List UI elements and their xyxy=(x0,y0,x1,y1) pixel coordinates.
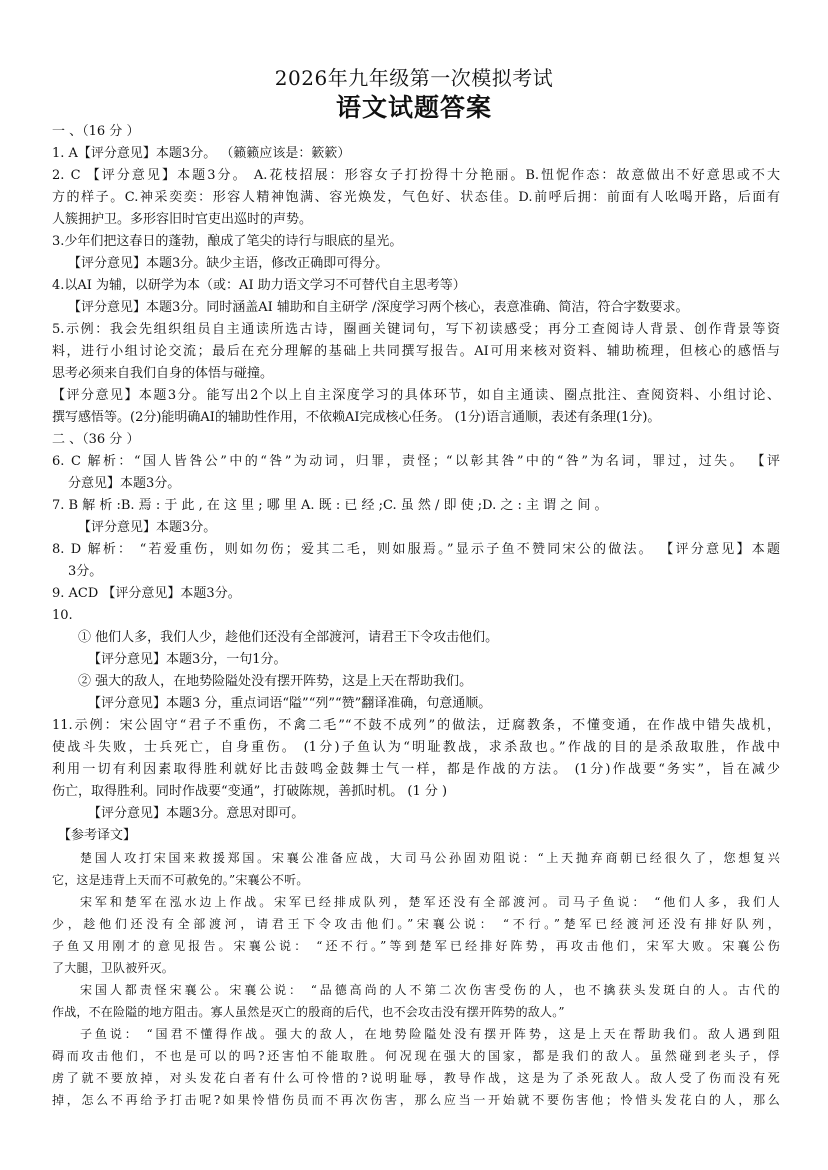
answer-line: 10. xyxy=(52,608,73,623)
answer-title: 语文试题答案 xyxy=(335,93,492,122)
translation-line: 子鱼说： “国君不懂得作战。强大的敌人，在地势险隘处没有摆开阵势，这是上天在帮助我们。敌人遇到阻 xyxy=(80,1027,780,1041)
scoring-note: 【评分意见】本题3分。同时涵盖AI 辅助和自主研学 /深度学习两个核心，表意准确、简洁，符合字数要求。 xyxy=(68,300,689,315)
answer-line: 使战斗失败，士兵死亡，自身重伤。 (1分)子鱼认为“明耻教战，求杀敌也。”作战的目的是杀敌取胜，作战中 xyxy=(52,740,780,755)
answer-line: 4.以AI 为辅，以研学为本（或：AI 助力语文学习不可替代自主思考等） xyxy=(52,278,466,293)
answer-line: 9. ACD 【评分意见】本题3分。 xyxy=(52,586,241,601)
scoring-note: 【评分意见】本题3 分，重点词语“隘”“列”“赞”翻译准确，句意通顺。 xyxy=(88,696,492,711)
answer-line: 2. C 【评分意见】本题3分。 A.花枝招展：形容女子打扮得十分艳丽。B.忸怩作态：故意做出不好意思或不大 xyxy=(52,168,780,183)
translation-line: 子鱼又用刚才的意见报告。宋襄公说： “还不行。”等到楚军已经排好阵势，再攻击他们，宋军大败。宋襄公伤 xyxy=(52,939,780,953)
answer-line: 3分。 xyxy=(68,564,103,579)
translation-line: 碍而攻击他们，不也是可以的吗?还害怕不能取胜。何况现在强大的国家，都是我们的敌人。虽然碰到老头子，俘 xyxy=(52,1049,780,1063)
answer-line: 8. D 解析： “若爱重伤，则如勿伤；爱其二毛，则如服焉。”显示子鱼不赞同宋公的做法。 【评分意见】本题 xyxy=(52,542,780,557)
exam-title: 2026年九年级第一次模拟考试 xyxy=(274,66,554,90)
section-heading: 二 、（36 分 ） xyxy=(52,432,140,447)
answer-line: 7. B 解 析 :B. 焉 : 于 此 , 在 这 里 ; 哪 里 A. 既 : 已 经 ;C. 虽 然 / 即 使 ;D. 之 : 主 谓 之 间 。 xyxy=(52,498,608,513)
translation-line: 少，趁他们还没有全部渡河，请君王下令攻击他们。”宋襄公说： “不行。”楚军已经渡河还没有排好队列， xyxy=(52,917,780,931)
answer-line: 5.示例：我会先组织组员自主通读所选古诗，圈画关键词句，写下初读感受；再分工查阅诗人背景、创作背景等资 xyxy=(52,322,780,337)
scoring-note: 撰写感悟等。(2分)能明确AI的辅助性作用，不依赖AI完成核心任务。 (1分)语言通顺，表述有条理(1分)。 xyxy=(52,410,661,425)
translation-line: 它，这是违背上天而不可赦免的。”宋襄公不听。 xyxy=(52,873,309,887)
translation-line: 宋国人都责怪宋襄公。宋襄公说： “品德高尚的人不第二次伤害受伤的人，也不擒获头发斑白的人。古代的 xyxy=(80,983,780,997)
scoring-note: 【评分意见】本题3分。能写出2个以上自主深度学习的具体环节，如自主通读、圈点批注、查阅资料、小组讨论、 xyxy=(52,388,780,403)
answer-line: 11.示例：宋公固守“君子不重伤，不禽二毛”“不鼓不成列”的做法，迂腐教条，不懂变通，在作战中错失战机， xyxy=(52,718,780,733)
translation-line: 了大腿，卫队被歼灭。 xyxy=(52,961,175,975)
answer-line: 思考必须来自我们自身的体悟与碰撞。 xyxy=(52,366,274,381)
translation-line: 宋军和楚军在泓水边上作战。宋军已经排成队列，楚军还没有全部渡河。司马子鱼说： “他们人多，我们人 xyxy=(80,895,780,909)
answer-line: 料，进行小组讨论交流；最后在充分理解的基础上共同撰写报告。AI可用来核对资料、辅助梳理，但核心的感悟与 xyxy=(52,344,780,359)
translation-line: 楚国人攻打宋国来救援郑国。宋襄公准备应战，大司马公孙固劝阻说：“上天抛弃商朝已经很久了，您想复兴 xyxy=(80,851,780,865)
answer-line: ① 他们人多，我们人少，趁他们还没有全部渡河，请君王下令攻击他们。 xyxy=(78,630,499,645)
section-heading: 一 、（16 分 ） xyxy=(52,124,140,139)
answer-line: 1. A【评分意见】本题3分。 （籁籁应该是：簌簌） xyxy=(52,146,351,161)
answer-line: 分意见】本题3分。 xyxy=(68,476,181,491)
scoring-note: 【评分意见】本题3分，一句1分。 xyxy=(88,652,287,667)
answer-line: 6. C 解析：“国人皆咎公”中的“咎”为动词，归罪，责怪；“以彰其咎”中的“咎”为名词，罪过，过失。 【评 xyxy=(52,454,780,469)
answer-line: 3.少年们把这春日的蓬勃，酿成了笔尖的诗行与眼底的星光。 xyxy=(52,234,403,249)
answer-line: 方的样子。C.神采奕奕：形容人精神饱满、容光焕发，气色好、状态佳。D.前呼后拥：前面有人吆喝开路，后面有 xyxy=(52,190,780,205)
answer-line: 人簇拥护卫。多形容旧时官吏出巡时的声势。 xyxy=(52,212,313,227)
translation-line: 虏了就不要放掉，对头发花白者有什么可怜惜的?说明耻辱，教导作战，这是为了杀死敌人。敌人受了伤而没有死 xyxy=(52,1071,780,1085)
answer-line: 伤亡，取得胜利。同时作战要“变通”，打破陈规，善抓时机。 (1 分 ) xyxy=(52,784,448,799)
scoring-note: 【评分意见】本题3分。 xyxy=(78,520,217,535)
answer-line: 利用一切有利因素取得胜利就好比击鼓鸣金鼓舞士气一样，都是作战的方法。 (1分)作战要“务实”，旨在减少 xyxy=(52,762,780,777)
translation-heading: 【参考译文】 xyxy=(58,828,137,843)
translation-line: 掉，怎么不再给予打击呢?如果怜惜伤员而不再次伤害，那么应当一开始就不要伤害他；怜惜头发花白的人，那么 xyxy=(52,1093,780,1107)
scoring-note: 【评分意见】本题3分。意思对即可。 xyxy=(88,806,305,821)
answer-line: ② 强大的敌人，在地势险隘处没有摆开阵势，这是上天在帮助我们。 xyxy=(78,674,473,689)
scoring-note: 【评分意见】本题3分。缺少主语，修改正确即可得分。 xyxy=(68,256,389,271)
translation-line: 作战，不在险隘的地方阻击。寡人虽然是灭亡的殷商的后代，也不会攻击没有摆开阵势的敌人。” xyxy=(52,1005,565,1019)
